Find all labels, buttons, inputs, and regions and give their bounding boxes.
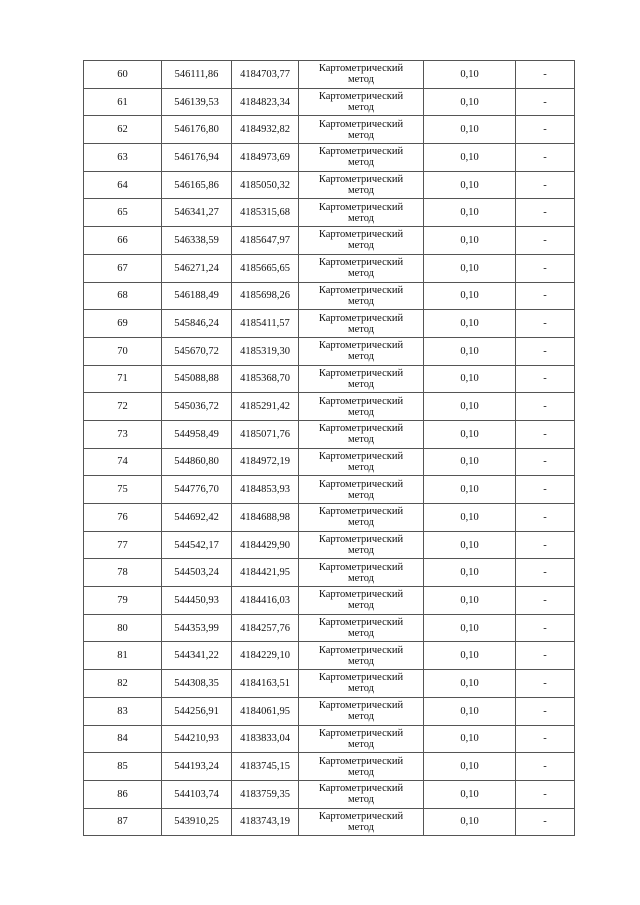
table-row — [84, 88, 575, 116]
method-line-1: Картометрический — [318, 700, 404, 712]
method-line-1: Картометрический — [318, 644, 404, 656]
accuracy-cell: 0,10 — [424, 199, 516, 227]
method-cell — [299, 254, 424, 282]
accuracy-cell: 0,10 — [424, 61, 516, 89]
x-coordinate-cell: 546341,27 — [162, 199, 232, 227]
method-line-1: Картометрический — [318, 367, 404, 379]
method-cell — [299, 587, 424, 615]
point-number-cell: 81 — [84, 642, 162, 670]
method-line-2: метод — [347, 212, 375, 224]
method-line-1: Картометрический — [318, 783, 404, 795]
y-coordinate-cell: 4184823,34 — [232, 88, 299, 116]
point-number-cell: 85 — [84, 753, 162, 781]
x-coordinate-cell: 545670,72 — [162, 337, 232, 365]
x-coordinate-cell: 544860,80 — [162, 448, 232, 476]
accuracy-cell: 0,10 — [424, 310, 516, 338]
point-number-cell: 87 — [84, 808, 162, 836]
method-line-1: Картометрический — [318, 118, 404, 130]
accuracy-cell: 0,10 — [424, 337, 516, 365]
x-coordinate-cell: 544308,35 — [162, 670, 232, 698]
x-coordinate-cell: 546338,59 — [162, 227, 232, 255]
method-cell — [299, 310, 424, 338]
table-row — [84, 61, 575, 89]
point-number-cell: 74 — [84, 448, 162, 476]
method-line-1: Картометрический — [318, 589, 404, 601]
coordinates-table — [83, 60, 575, 836]
x-coordinate-cell: 544542,17 — [162, 531, 232, 559]
method-line-1: Картометрический — [318, 561, 404, 573]
table-row — [84, 670, 575, 698]
table-row — [84, 420, 575, 448]
method-cell — [299, 337, 424, 365]
y-coordinate-cell: 4184429,90 — [232, 531, 299, 559]
y-coordinate-cell: 4183759,35 — [232, 780, 299, 808]
accuracy-cell: 0,10 — [424, 171, 516, 199]
method-cell — [299, 531, 424, 559]
method-line-2: метод — [347, 655, 375, 667]
table-row — [84, 227, 575, 255]
x-coordinate-cell: 546176,94 — [162, 144, 232, 172]
method-line-2: метод — [347, 517, 375, 529]
method-line-1: Картометрический — [318, 810, 404, 822]
method-line-2: метод — [347, 351, 375, 363]
point-number-cell: 67 — [84, 254, 162, 282]
method-line-2: метод — [347, 102, 375, 114]
method-line-2: метод — [347, 323, 375, 335]
accuracy-cell: 0,10 — [424, 697, 516, 725]
accuracy-cell: 0,10 — [424, 448, 516, 476]
accuracy-cell: 0,10 — [424, 254, 516, 282]
method-line-2: метод — [347, 157, 375, 169]
method-line-1: Картометрический — [318, 63, 404, 75]
accuracy-cell: 0,10 — [424, 504, 516, 532]
note-cell: - — [516, 199, 575, 227]
table-row — [84, 753, 575, 781]
method-line-1: Картометрический — [318, 201, 404, 213]
method-line-1: Картометрический — [318, 423, 404, 435]
table-row — [84, 310, 575, 338]
point-number-cell: 66 — [84, 227, 162, 255]
table-row — [84, 199, 575, 227]
method-line-1: Картометрический — [318, 478, 404, 490]
y-coordinate-cell: 4185071,76 — [232, 420, 299, 448]
y-coordinate-cell: 4184973,69 — [232, 144, 299, 172]
x-coordinate-cell: 544958,49 — [162, 420, 232, 448]
note-cell: - — [516, 697, 575, 725]
accuracy-cell: 0,10 — [424, 531, 516, 559]
y-coordinate-cell: 4184257,76 — [232, 614, 299, 642]
table-row — [84, 725, 575, 753]
point-number-cell: 65 — [84, 199, 162, 227]
point-number-cell: 63 — [84, 144, 162, 172]
x-coordinate-cell: 545088,88 — [162, 365, 232, 393]
accuracy-cell: 0,10 — [424, 559, 516, 587]
x-coordinate-cell: 546271,24 — [162, 254, 232, 282]
method-line-2: метод — [347, 378, 375, 390]
x-coordinate-cell: 544193,24 — [162, 753, 232, 781]
method-line-1: Картометрический — [318, 450, 404, 462]
note-cell: - — [516, 337, 575, 365]
method-cell — [299, 614, 424, 642]
x-coordinate-cell: 546188,49 — [162, 282, 232, 310]
x-coordinate-cell: 543910,25 — [162, 808, 232, 836]
table-row — [84, 282, 575, 310]
x-coordinate-cell: 546176,80 — [162, 116, 232, 144]
method-line-2: метод — [347, 545, 375, 557]
x-coordinate-cell: 545846,24 — [162, 310, 232, 338]
note-cell: - — [516, 282, 575, 310]
accuracy-cell: 0,10 — [424, 116, 516, 144]
note-cell: - — [516, 670, 575, 698]
method-cell — [299, 116, 424, 144]
table-row — [84, 254, 575, 282]
x-coordinate-cell: 546139,53 — [162, 88, 232, 116]
note-cell: - — [516, 476, 575, 504]
accuracy-cell: 0,10 — [424, 642, 516, 670]
accuracy-cell: 0,10 — [424, 587, 516, 615]
method-line-2: метод — [347, 295, 375, 307]
method-line-2: метод — [347, 268, 375, 280]
y-coordinate-cell: 4185411,57 — [232, 310, 299, 338]
x-coordinate-cell: 544256,91 — [162, 697, 232, 725]
method-line-2: метод — [347, 406, 375, 418]
note-cell: - — [516, 61, 575, 89]
x-coordinate-cell: 544103,74 — [162, 780, 232, 808]
x-coordinate-cell: 544353,99 — [162, 614, 232, 642]
method-line-2: метод — [347, 185, 375, 197]
note-cell: - — [516, 227, 575, 255]
point-number-cell: 84 — [84, 725, 162, 753]
table-row — [84, 808, 575, 836]
table-row — [84, 531, 575, 559]
method-cell — [299, 808, 424, 836]
point-number-cell: 61 — [84, 88, 162, 116]
note-cell: - — [516, 808, 575, 836]
point-number-cell: 73 — [84, 420, 162, 448]
method-cell — [299, 697, 424, 725]
method-cell — [299, 61, 424, 89]
point-number-cell: 71 — [84, 365, 162, 393]
note-cell: - — [516, 171, 575, 199]
method-line-1: Картометрический — [318, 284, 404, 296]
table-row — [84, 337, 575, 365]
table-row — [84, 144, 575, 172]
method-line-2: метод — [347, 628, 375, 640]
method-cell — [299, 365, 424, 393]
method-cell — [299, 227, 424, 255]
note-cell: - — [516, 448, 575, 476]
x-coordinate-cell: 546165,86 — [162, 171, 232, 199]
accuracy-cell: 0,10 — [424, 614, 516, 642]
note-cell: - — [516, 116, 575, 144]
point-number-cell: 68 — [84, 282, 162, 310]
point-number-cell: 76 — [84, 504, 162, 532]
method-line-1: Картометрический — [318, 755, 404, 767]
note-cell: - — [516, 504, 575, 532]
method-line-1: Картометрический — [318, 534, 404, 546]
point-number-cell: 62 — [84, 116, 162, 144]
point-number-cell: 86 — [84, 780, 162, 808]
accuracy-cell: 0,10 — [424, 88, 516, 116]
method-line-2: метод — [347, 794, 375, 806]
table-row — [84, 365, 575, 393]
y-coordinate-cell: 4184703,77 — [232, 61, 299, 89]
method-line-1: Картометрический — [318, 257, 404, 269]
y-coordinate-cell: 4184163,51 — [232, 670, 299, 698]
point-number-cell: 80 — [84, 614, 162, 642]
method-cell — [299, 753, 424, 781]
method-line-1: Картометрический — [318, 146, 404, 158]
method-cell — [299, 199, 424, 227]
point-number-cell: 64 — [84, 171, 162, 199]
method-cell — [299, 171, 424, 199]
accuracy-cell: 0,10 — [424, 670, 516, 698]
accuracy-cell: 0,10 — [424, 282, 516, 310]
accuracy-cell: 0,10 — [424, 753, 516, 781]
method-line-1: Картометрический — [318, 312, 404, 324]
point-number-cell: 79 — [84, 587, 162, 615]
x-coordinate-cell: 545036,72 — [162, 393, 232, 421]
note-cell: - — [516, 393, 575, 421]
point-number-cell: 78 — [84, 559, 162, 587]
y-coordinate-cell: 4185665,65 — [232, 254, 299, 282]
method-line-2: метод — [347, 600, 375, 612]
table-row — [84, 559, 575, 587]
table-row — [84, 587, 575, 615]
y-coordinate-cell: 4183833,04 — [232, 725, 299, 753]
note-cell: - — [516, 725, 575, 753]
note-cell: - — [516, 780, 575, 808]
method-line-2: метод — [347, 129, 375, 141]
method-cell — [299, 476, 424, 504]
accuracy-cell: 0,10 — [424, 780, 516, 808]
y-coordinate-cell: 4185368,70 — [232, 365, 299, 393]
note-cell: - — [516, 559, 575, 587]
accuracy-cell: 0,10 — [424, 725, 516, 753]
note-cell: - — [516, 310, 575, 338]
accuracy-cell: 0,10 — [424, 393, 516, 421]
method-line-2: метод — [347, 572, 375, 584]
method-cell — [299, 282, 424, 310]
method-cell — [299, 642, 424, 670]
y-coordinate-cell: 4185050,32 — [232, 171, 299, 199]
point-number-cell: 75 — [84, 476, 162, 504]
x-coordinate-cell: 544210,93 — [162, 725, 232, 753]
y-coordinate-cell: 4184421,95 — [232, 559, 299, 587]
note-cell: - — [516, 88, 575, 116]
x-coordinate-cell: 544341,22 — [162, 642, 232, 670]
method-line-2: метод — [347, 738, 375, 750]
table-row — [84, 697, 575, 725]
method-cell — [299, 780, 424, 808]
y-coordinate-cell: 4185698,26 — [232, 282, 299, 310]
method-line-1: Картометрический — [318, 91, 404, 103]
method-line-2: метод — [347, 489, 375, 501]
note-cell: - — [516, 365, 575, 393]
table-row — [84, 614, 575, 642]
method-line-1: Картометрический — [318, 672, 404, 684]
point-number-cell: 70 — [84, 337, 162, 365]
note-cell: - — [516, 144, 575, 172]
table-row — [84, 780, 575, 808]
method-cell — [299, 670, 424, 698]
accuracy-cell: 0,10 — [424, 808, 516, 836]
method-line-1: Картометрический — [318, 395, 404, 407]
method-line-2: метод — [347, 711, 375, 723]
method-cell — [299, 420, 424, 448]
y-coordinate-cell: 4185647,97 — [232, 227, 299, 255]
point-number-cell: 83 — [84, 697, 162, 725]
note-cell: - — [516, 420, 575, 448]
y-coordinate-cell: 4184061,95 — [232, 697, 299, 725]
accuracy-cell: 0,10 — [424, 476, 516, 504]
method-line-2: метод — [347, 74, 375, 86]
point-number-cell: 69 — [84, 310, 162, 338]
method-cell — [299, 504, 424, 532]
table-row — [84, 476, 575, 504]
table-row — [84, 116, 575, 144]
method-line-1: Картометрический — [318, 727, 404, 739]
note-cell: - — [516, 642, 575, 670]
accuracy-cell: 0,10 — [424, 420, 516, 448]
method-line-1: Картометрический — [318, 617, 404, 629]
y-coordinate-cell: 4185315,68 — [232, 199, 299, 227]
method-line-1: Картометрический — [318, 229, 404, 241]
method-cell — [299, 725, 424, 753]
point-number-cell: 60 — [84, 61, 162, 89]
x-coordinate-cell: 544692,42 — [162, 504, 232, 532]
x-coordinate-cell: 544503,24 — [162, 559, 232, 587]
method-line-2: метод — [347, 434, 375, 446]
note-cell: - — [516, 587, 575, 615]
y-coordinate-cell: 4184932,82 — [232, 116, 299, 144]
method-line-1: Картометрический — [318, 340, 404, 352]
method-cell — [299, 88, 424, 116]
method-line-1: Картометрический — [318, 174, 404, 186]
accuracy-cell: 0,10 — [424, 227, 516, 255]
note-cell: - — [516, 531, 575, 559]
y-coordinate-cell: 4184688,98 — [232, 504, 299, 532]
method-cell — [299, 448, 424, 476]
y-coordinate-cell: 4185319,30 — [232, 337, 299, 365]
y-coordinate-cell: 4184972,19 — [232, 448, 299, 476]
note-cell: - — [516, 753, 575, 781]
method-cell — [299, 393, 424, 421]
method-line-2: метод — [347, 240, 375, 252]
method-line-1: Картометрический — [318, 506, 404, 518]
y-coordinate-cell: 4184853,93 — [232, 476, 299, 504]
table-row — [84, 448, 575, 476]
point-number-cell: 77 — [84, 531, 162, 559]
x-coordinate-cell: 546111,86 — [162, 61, 232, 89]
accuracy-cell: 0,10 — [424, 365, 516, 393]
table-row — [84, 642, 575, 670]
table-row — [84, 393, 575, 421]
accuracy-cell: 0,10 — [424, 144, 516, 172]
method-line-2: метод — [347, 461, 375, 473]
table-row — [84, 504, 575, 532]
point-number-cell: 82 — [84, 670, 162, 698]
point-number-cell: 72 — [84, 393, 162, 421]
note-cell: - — [516, 254, 575, 282]
method-line-2: метод — [347, 683, 375, 695]
table-row — [84, 171, 575, 199]
method-line-2: метод — [347, 821, 375, 833]
method-cell — [299, 559, 424, 587]
y-coordinate-cell: 4185291,42 — [232, 393, 299, 421]
x-coordinate-cell: 544776,70 — [162, 476, 232, 504]
method-cell — [299, 144, 424, 172]
y-coordinate-cell: 4184229,10 — [232, 642, 299, 670]
y-coordinate-cell: 4184416,03 — [232, 587, 299, 615]
method-line-2: метод — [347, 766, 375, 778]
y-coordinate-cell: 4183743,19 — [232, 808, 299, 836]
x-coordinate-cell: 544450,93 — [162, 587, 232, 615]
coordinates-table-body — [84, 61, 575, 836]
y-coordinate-cell: 4183745,15 — [232, 753, 299, 781]
note-cell: - — [516, 614, 575, 642]
